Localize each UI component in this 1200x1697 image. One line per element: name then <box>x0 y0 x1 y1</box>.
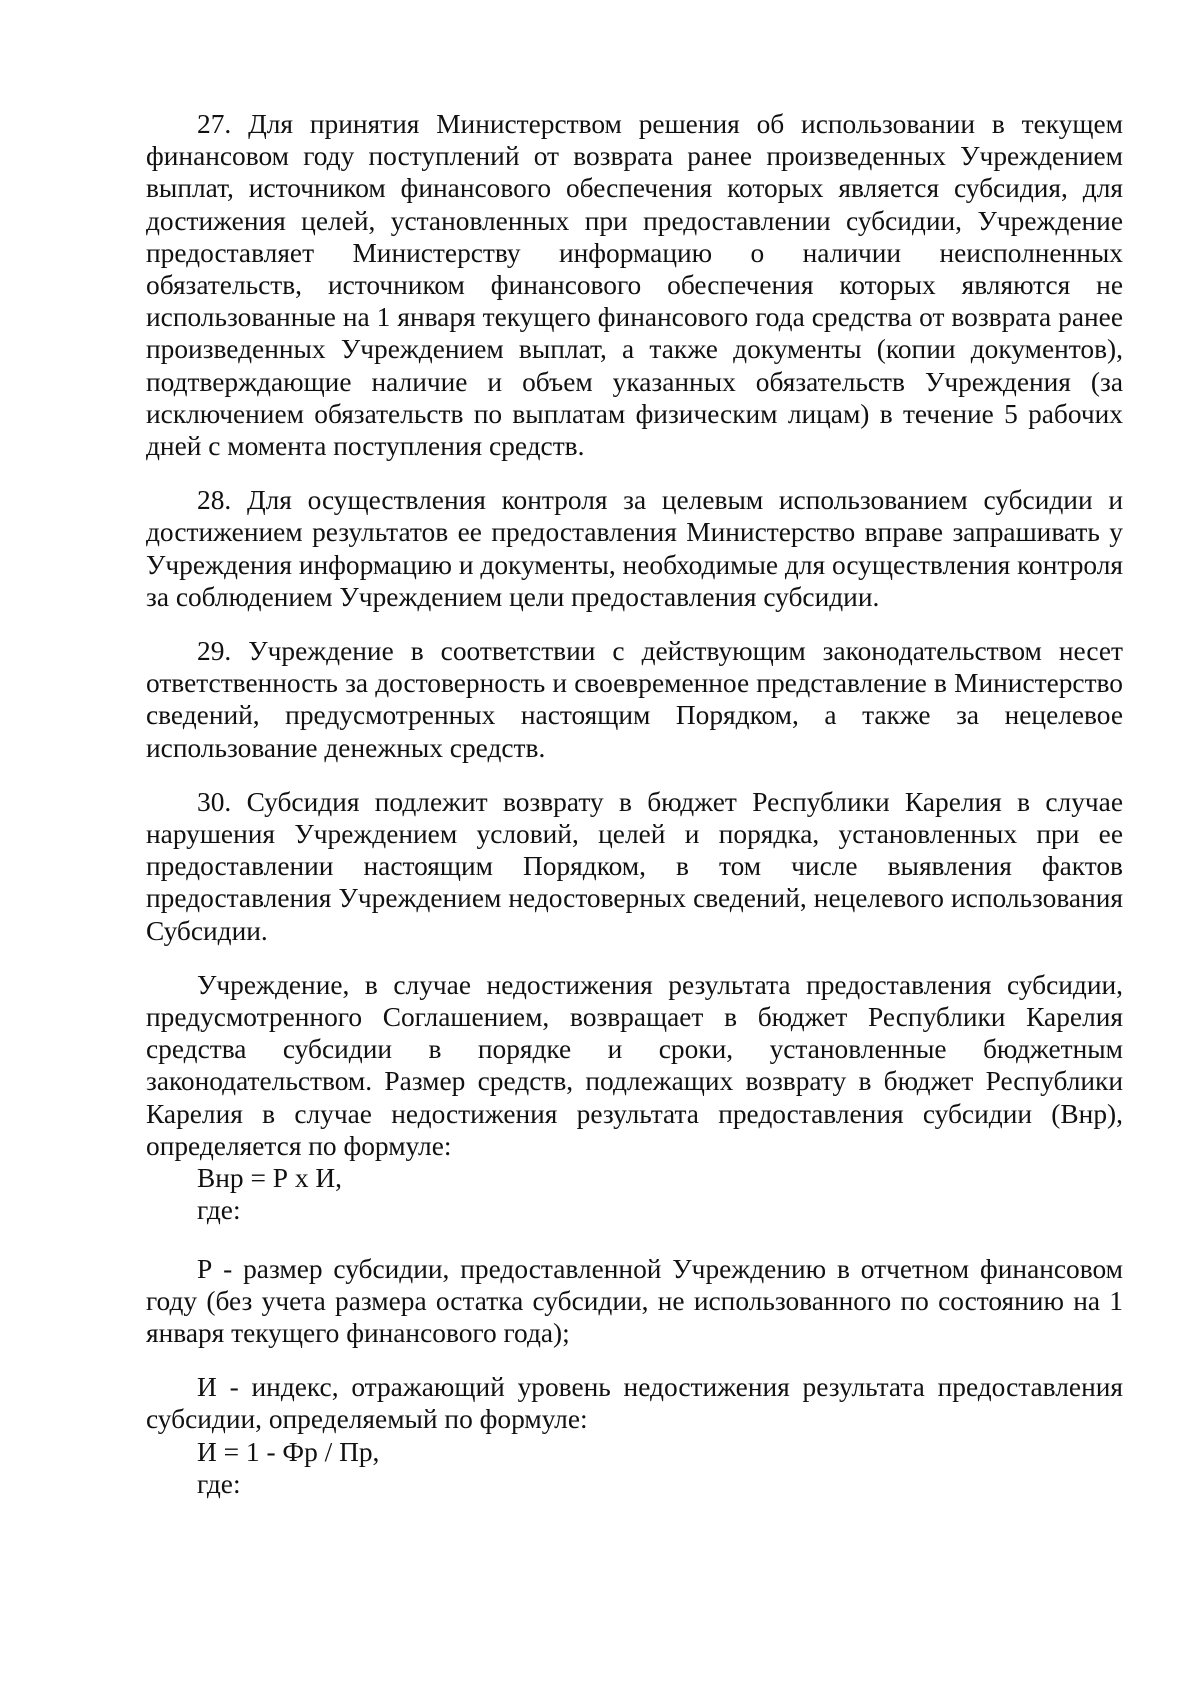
paragraph-30: 30. Субсидия подлежит возврату в бюджет Республики Карелия в случае нарушения Учреждением условий, целей и порядка, установленных при ее предоставлении настоящим Порядком, в том числе выявления фактов предоставления Учреждением недостоверных сведений, нецелевого использования Субсидии. <box>146 786 1123 946</box>
paragraph-return: Учреждение, в случае недостижения результата предоставления субсидии, предусмотренного Соглашением, возвращает в бюджет Республики Карелия средства субсидии в порядке и сроки, установленные бюджетным законодательством. Размер средств, подлежащих возврату в бюджет Республики Карелия в случае недостижения результата предоставления субсидии (Внр), определяется по формуле: <box>146 969 1123 1161</box>
where-label-1: где: <box>197 1195 241 1226</box>
paragraph-r-definition: Р - размер субсидии, предоставленной Учреждению в отчетном финансовом году (без учета размера остатка субсидии, не использованного по состоянию на 1 января текущего финансового года); <box>146 1253 1123 1348</box>
paragraph-29: 29. Учреждение в соответствии с действующим законодательством несет ответственность за достоверность и своевременное представление в Министерство сведений, предусмотренных настоящим Порядком, а также за нецелевое использование денежных средств. <box>146 636 1123 763</box>
formula-i: И = 1 - Фр / Пр, <box>197 1436 380 1467</box>
where-label-2: где: <box>197 1468 241 1499</box>
paragraph-28: 28. Для осуществления контроля за целевым использованием субсидии и достижением результатов ее предоставления Министерство вправе запрашивать у Учреждения информацию и документы, необходимые для осуществления контроля за соблюдением Учреждением цели предоставления субсидии. <box>146 485 1123 612</box>
paragraph-i-definition: И - индекс, отражающий уровень недостижения результата предоставления субсидии, определяемый по формуле: <box>146 1372 1123 1435</box>
paragraph-27: 27. Для принятия Министерством решения об использовании в текущем финансовом году поступлений от возврата ранее произведенных Учреждением выплат, источником финансового обеспечения которых является субсидия, для достижения целей, установленных при предоставлении субсидии, Учреждение предоставляет Министерству информацию о наличии неисполненных обязательств, источником финансового обеспечения которых являются не использованные на 1 января текущего финансового года средства от возврата ранее произведенных Учреждением выплат, а также документы (копии документов), подтверждающие наличие и объем указанных обязательств Учреждения (за исключением обязательств по выплатам физическим лицам) в течение 5 рабочих дней с момента поступления средств. <box>146 109 1123 462</box>
formula-vnr: Внр = Р x И, <box>197 1163 343 1194</box>
